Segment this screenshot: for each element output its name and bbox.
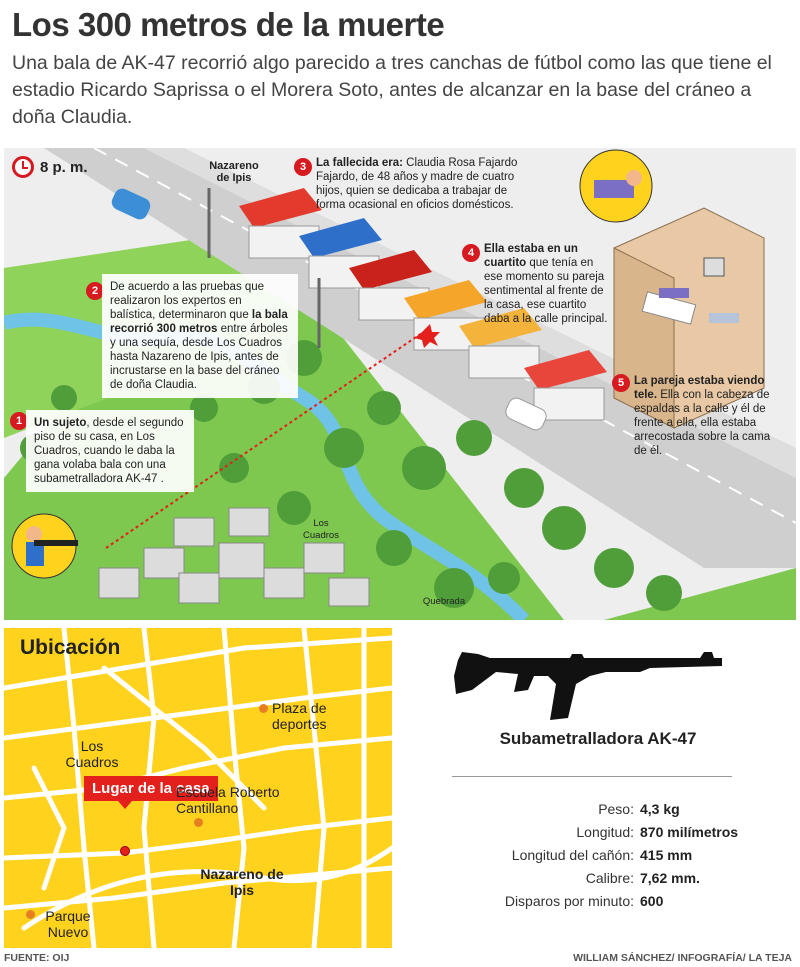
spec-row-rate-of-fire — [400, 890, 796, 913]
spec-label: Calibre: — [585, 870, 634, 886]
weapon-specs — [400, 798, 796, 913]
spec-row-weight — [400, 798, 796, 821]
step-1-callout — [26, 410, 194, 492]
step-5-text: Ella con la cabeza de espaldas a la calle y él de frente a ella, ella estaba arrecostada sobre la cama de él. — [634, 389, 771, 457]
time-label: 8 p. m. — [40, 158, 88, 176]
step-4-post: que tenía en ese momento su pareja sentimental al frente de la casa, ese cuartito daba a la calle principal. — [484, 257, 608, 325]
spec-label: Longitud: — [576, 824, 634, 840]
clock-icon — [12, 156, 34, 178]
step-3-text: Claudia Rosa Fajardo Fajardo, de 48 años y madre de cuatro hijos, quien se dedicaba a trabajar de forma ocasional en oficios domésticos. — [316, 157, 518, 211]
spec-label: Peso: — [598, 801, 634, 817]
author-credit: WILLIAM SÁNCHEZ/ INFOGRAFÍA/ LA TEJA — [573, 952, 792, 964]
map-label-escuela: Escuela Roberto Cantillano — [176, 784, 280, 816]
map-title: Ubicación — [20, 636, 121, 659]
step-1-bold: Un sujeto — [34, 417, 87, 429]
step-3-number: 3 — [294, 158, 312, 176]
map-marker-parque — [26, 910, 35, 919]
page-subtitle: Una bala de AK-47 recorrió algo parecido a tres canchas de fútbol como las que tiene el estadio Ricardo Saprissa o el Morera Soto, antes de alcanzar en la base del cráneo a doña Claudia. — [12, 52, 772, 128]
house-location-marker — [120, 846, 130, 856]
house-location-tag: Lugar de la casa — [84, 776, 218, 801]
map-marker-escuela — [194, 818, 203, 827]
step-5-callout — [634, 374, 784, 458]
step-4-number: 4 — [462, 244, 480, 262]
spec-value: 600 — [640, 893, 664, 909]
map-label-los-cuadros: Los Cuadros — [65, 738, 119, 770]
step-4-callout — [484, 242, 608, 326]
time-indicator — [12, 156, 88, 178]
spec-row-caliber — [400, 867, 796, 890]
step-2-number: 2 — [86, 282, 104, 300]
step-1-text: , desde el segundo piso de su casa, en Los Cuadros, cuando le daba la gana volaba bala con una subametralladora AK-47 . — [34, 417, 184, 485]
page-title: Los 300 metros de la muerte — [12, 6, 445, 43]
spec-label: Disparos por minuto: — [504, 893, 634, 909]
map-label-plaza: Plaza de deportes — [272, 700, 327, 732]
step-3-bold: La fallecida era: — [316, 157, 403, 169]
scene-illustration — [4, 148, 796, 620]
step-1-number: 1 — [10, 412, 28, 430]
weapon-panel — [400, 628, 796, 948]
step-3-callout — [316, 156, 526, 212]
source-credit: FUENTE: OIJ — [4, 952, 70, 964]
map-label-nazareno: Nazareno de Ipis — [200, 866, 284, 898]
place-label-nazareno: Nazareno de Ipis — [209, 160, 259, 184]
step-2-post: entre árboles y una sequía, desde Los Cuadros hasta Nazareno de Ipis, antes de incrustarse en la base del cráneo de doña Claudia. — [110, 323, 288, 391]
place-label-los-cuadros: Los Cuadros — [303, 518, 339, 541]
step-5-bold: La pareja estaba viendo tele. — [634, 375, 765, 401]
weapon-divider — [452, 776, 732, 777]
step-2-pre: De acuerdo a las pruebas que realizaron los expertos en balística, determinaron que — [110, 281, 265, 321]
weapon-name: Subametralladora AK-47 — [499, 729, 697, 748]
spec-value: 415 mm — [640, 847, 693, 863]
spec-row-barrel-length — [400, 844, 796, 867]
spec-value: 870 milímetros — [640, 824, 739, 840]
spec-row-length — [400, 821, 796, 844]
step-2-bold: la bala recorrió 300 metros — [110, 309, 288, 335]
step-2-callout — [102, 274, 298, 398]
place-label-quebrada: Quebrada — [422, 596, 466, 607]
step-5-number: 5 — [612, 374, 630, 392]
location-map — [4, 628, 392, 948]
step-4-bold: Ella estaba en un cuartito — [484, 243, 578, 269]
map-label-parque: Parque Nuevo — [45, 908, 91, 940]
spec-value: 4,3 kg — [640, 801, 680, 817]
map-marker-plaza — [259, 704, 268, 713]
spec-value: 7,62 mm. — [640, 870, 700, 886]
ak47-silhouette-icon — [400, 628, 796, 728]
spec-label: Longitud del cañón: — [511, 847, 634, 863]
